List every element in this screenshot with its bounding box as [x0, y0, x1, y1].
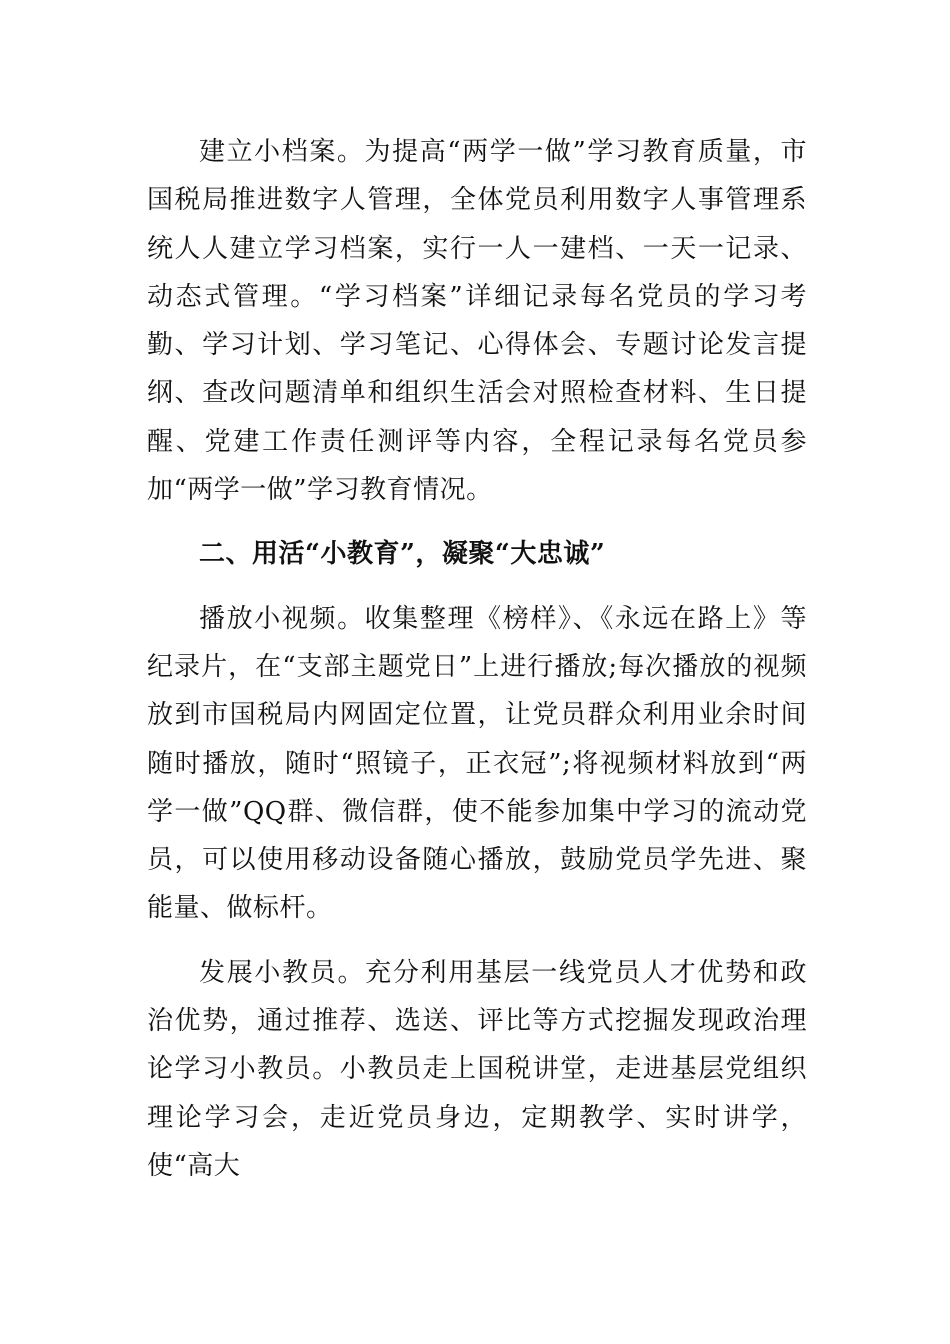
document-body — [147, 128, 807, 1190]
paragraph-archive: 建立小档案。为提高“两学一做”学习教育质量，市国税局推进数字人管理，全体党员利用数字人事管理系统人人建立学习档案，实行一人一建档、一天一记录、动态式管理。“学习档案”详细记录每名党员的学习考勤、学习计划、学习笔记、心得体会、专题讨论发言提纲、查改问题清单和组织生活会对照检查材料、生日提醒、党建工作责任测评等内容，全程记录每名党员参加“两学一做”学习教育情况。 — [147, 137, 807, 506]
paragraph-instructor: 发展小教员。充分利用基层一线党员人才优势和政治优势，通过推荐、选送、评比等方式挖掘发现政治理论学习小教员。小教员走上国税讲堂，走进基层党组织理论学习会，走近党员身边，定期教学、实时讲学，使“高大 — [147, 957, 807, 1181]
paragraph-video: 播放小视频。收集整理《榜样》、《永远在路上》等纪录片，在“支部主题党日”上进行播放;每次播放的视频放到市国税局内网固定位置，让党员群众利用业余时间随时播放，随时“照镜子，正衣冠”;将视频材料放到“两学一做”QQ群、微信群，使不能参加集中学习的流动党员，可以使用移动设备随心播放，鼓励党员学先进、聚能量、做标杆。 — [147, 603, 807, 924]
section-heading: 二、用活“小教育”，凝聚“大忠诚” — [199, 539, 606, 570]
